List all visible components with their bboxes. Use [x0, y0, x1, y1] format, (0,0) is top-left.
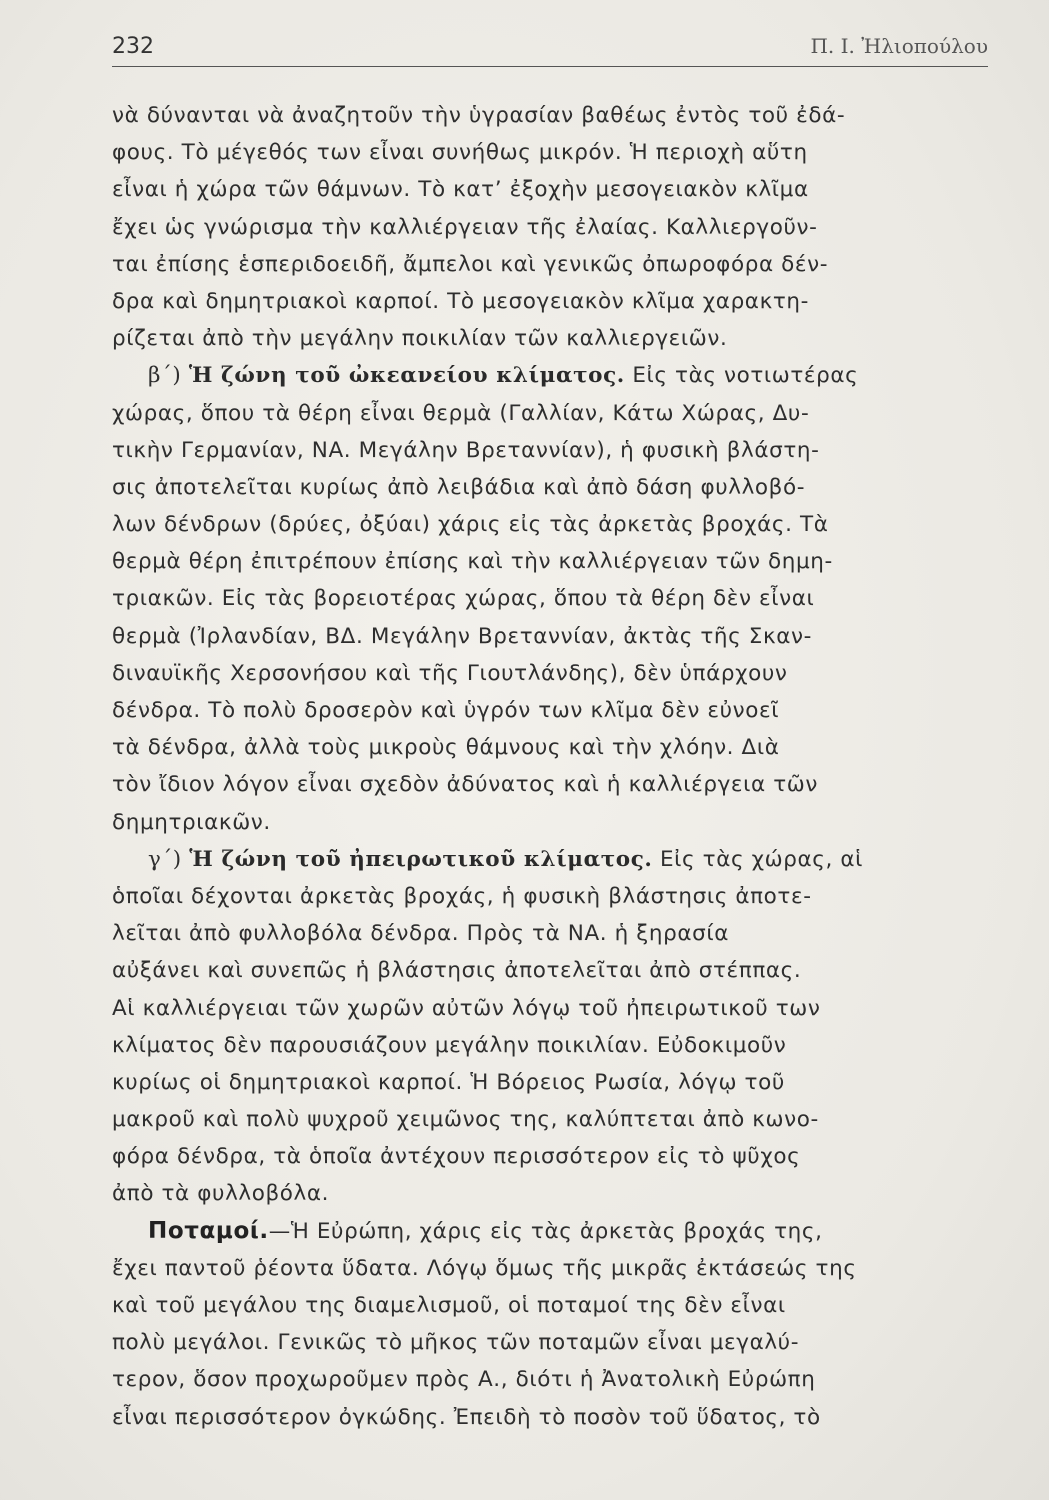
page-number: 232	[112, 34, 154, 59]
text-line: τὸν ἴδιον λόγον εἶναι σχεδὸν ἀδύνατος καὶ ἡ καλλιέργεια τῶν	[112, 772, 818, 798]
text-line: ἔχει παντοῦ ῥέοντα ὕδατα. Λόγῳ ὅμως τῆς μικρᾶς ἐκτάσεώς της	[112, 1255, 857, 1281]
text-line: νὰ δύνανται νὰ ἀναζητοῦν τὴν ὑγρασίαν βαθέως ἐντὸς τοῦ ἐδά-	[112, 103, 846, 128]
body-text	[112, 97, 992, 1436]
text-line: διναυϊκῆς Χερσονήσου καὶ τῆς Γιουτλάνδης), δὲν ὑπάρχουν	[112, 660, 788, 686]
text-line: φόρα δένδρα, τὰ ὁποῖα ἀντέχουν περισσότερον εἰς τὸ ψῦχος	[112, 1144, 801, 1170]
text-line: δρα καὶ δημητριακοὶ καρποί. Τὸ μεσογειακὸν κλῖμα χαρακτη-	[112, 288, 809, 314]
text-line: τερον, ὅσον προχωροῦμεν πρὸς Α., διότι ἡ Ἀνατολικὴ Εὐρώπη	[112, 1367, 816, 1393]
text-line: κυρίως οἱ δημητριακοὶ καρποί. Ἡ Βόρειος Ρωσία, λόγῳ τοῦ	[112, 1069, 785, 1095]
text-line: σις ἀποτελεῖται κυρίως ἀπὸ λειβάδια καὶ ἀπὸ δάση φυλλοβό-	[112, 474, 806, 500]
section-number: β΄)	[148, 363, 182, 389]
text-line: λων δένδρων (δρύες, ὀξύαι) χάρις εἰς τὰς ἀρκετὰς βροχάς. Τὰ	[112, 512, 829, 538]
section-heading-line: β΄) Ἡ ζώνη τοῦ ὠκεανείου κλίματος. Εἰς τὰς νοτιωτέρας	[148, 363, 859, 389]
text-line: λεῖται ἀπὸ φυλλοβόλα δένδρα. Πρὸς τὰ ΝΑ. ἡ ξηρασία	[112, 921, 730, 947]
text-line: Αἱ καλλιέργειαι τῶν χωρῶν αὐτῶν λόγῳ τοῦ ἠπειρωτικοῦ των	[112, 995, 821, 1021]
rivers-heading: Ποταμοί.	[148, 1217, 269, 1244]
text-line: δημητριακῶν.	[112, 809, 271, 835]
section-heading-line: Ποταμοί.—Ἡ Εὐρώπη, χάρις εἰς τὰς ἀρκετὰς βροχάς της,	[148, 1217, 823, 1244]
text-line: χώρας, ὅπου τὰ θέρη εἶναι θερμὰ (Γαλλίαν, Κάτω Χώρας, Δυ-	[112, 400, 810, 426]
text-line: ρίζεται ἀπὸ τὴν μεγάλην ποικιλίαν τῶν καλλιεργειῶν.	[112, 326, 728, 352]
text-line: ὁποῖαι δέχονται ἀρκετὰς βροχάς, ἡ φυσικὴ βλάστησις ἀποτε-	[112, 883, 812, 909]
text-line: τὰ δένδρα, ἀλλὰ τοὺς μικροὺς θάμνους καὶ τὴν χλόην. Διὰ	[112, 735, 780, 761]
text-line: δένδρα. Τὸ πολὺ δροσερὸν καὶ ὑγρόν των κλῖμα δὲν εὐνοεῖ	[112, 698, 780, 723]
text-line: εἶναι περισσότερον ὀγκώδης. Ἐπειδὴ τὸ ποσὸν τοῦ ὕδατος, τὸ	[112, 1404, 821, 1430]
page-header	[112, 30, 988, 67]
text-line: τριακῶν. Εἰς τὰς βορειοτέρας χώρας, ὅπου τὰ θέρη δὲν εἶναι	[112, 586, 815, 612]
text-line: μακροῦ καὶ πολὺ ψυχροῦ χειμῶνος της, καλύπτεται ἀπὸ κωνο-	[112, 1107, 819, 1133]
running-title: Π. Ι. Ἠλιοπούλου	[810, 34, 988, 58]
text-line: ἔχει ὡς γνώρισμα τὴν καλλιέργειαν τῆς ἐλαίας. Καλλιεργοῦν-	[112, 214, 818, 240]
text-line: ται ἐπίσης ἑσπεριδοειδῆ, ἄμπελοι καὶ γενικῶς ὀπωροφόρα δέν-	[112, 251, 829, 277]
text-line: φους. Τὸ μέγεθός των εἶναι συνήθως μικρόν. Ἡ περιοχὴ αὕτη	[112, 140, 808, 166]
text-line: καὶ τοῦ μεγάλου της διαμελισμοῦ, οἱ ποταμοί της δὲν εἶναι	[112, 1293, 786, 1318]
text-line: αὐξάνει καὶ συνεπῶς ἡ βλάστησις ἀποτελεῖται ἀπὸ στέππας.	[112, 958, 802, 984]
text-line: κλίματος δὲν παρουσιάζουν μεγάλην ποικιλίαν. Εὐδοκιμοῦν	[112, 1032, 787, 1058]
text-line: εἶναι ἡ χώρα τῶν θάμνων. Τὸ κατ’ ἐξοχὴν μεσογειακὸν κλῖμα	[112, 177, 809, 203]
section-title: Ἡ ζώνη τοῦ ἠπειρωτικοῦ κλίματος.	[189, 846, 653, 872]
section-heading-line: γ΄) Ἡ ζώνη τοῦ ἠπειρωτικοῦ κλίματος. Εἰς τὰς χώρας, αἱ	[148, 846, 863, 872]
text-line: τικὴν Γερμανίαν, ΝΑ. Μεγάλην Βρεταννίαν), ἡ φυσικὴ βλάστη-	[112, 437, 820, 463]
section-number: γ΄)	[148, 846, 182, 872]
section-title: Ἡ ζώνη τοῦ ὠκεανείου κλίματος.	[188, 363, 625, 389]
text-line: ἀπὸ τὰ φυλλοβόλα.	[112, 1181, 330, 1207]
text-line: θερμὰ θέρη ἐπιτρέπουν ἐπίσης καὶ τὴν καλλιέργειαν τῶν δημη-	[112, 549, 833, 575]
text-line: πολὺ μεγάλοι. Γενικῶς τὸ μῆκος τῶν ποταμῶν εἶναι μεγαλύ-	[112, 1330, 800, 1356]
text-line: θερμὰ (Ἰρλανδίαν, ΒΔ. Μεγάλην Βρεταννίαν, ἀκτὰς τῆς Σκαν-	[112, 623, 812, 649]
